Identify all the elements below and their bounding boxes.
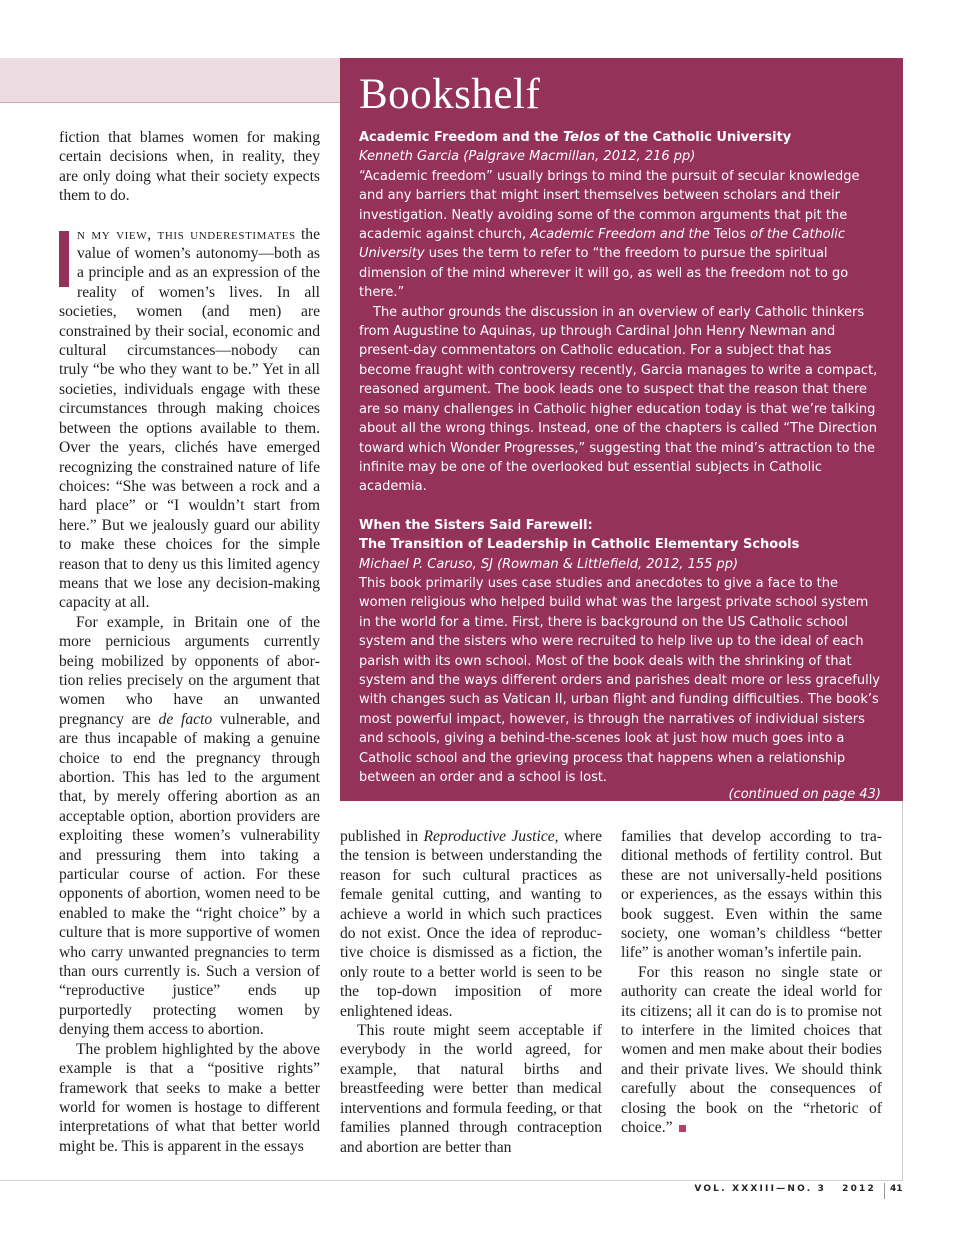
article-text: vulnerable, and are thus incapable of making a genuine choice to end the pregnancy through abortion. This has led to the argument that, by merely offering abortion as an acceptable option, abortion providers are exploiting these women’s vulnerability and pressuring them into taking a particular course of action. For these opponents of abortion, women need to be enabled to make the “right choice” by a culture that is more supportive of women who carry unwanted pregnancies to term than ours currently is. Such a version of “reproductive justice” ends up purportedly protecting women by denying them access to abortion. <box>59 710 320 1039</box>
review-paragraph: This book primarily uses case studies and anecdotes to give a face to the women religious who helped build what was the largest private school system in the world for a time. First, there is background on the US Catholic school system and the sisters who were recruited to help live up to the ideal of each parish with its own school. Most of the book deals with the shrinking of that system and the ways different orders and parishes dealt more or less gracefully with changes such as Vatican II, urban flight and funding difficulties. The book’s most powerful impact, however, is through the narratives of individual sisters and schools, giving a behind-the-scenes look at just how much goes into a Catholic school and the grieving process that happens when a relationship between an order and a school is lost. <box>359 575 881 785</box>
article-text: the value of women’s autonomy—both as a principle and as an expression of the reality of women’s lives. In all societies, women (and men) are constrained by their social, economic and cultural circumstances—nobody can truly “be who they want to be.” Yet in all societies, individuals engage with these circumstances through making choices between the options available to them. Over the years, clichés have emerged recognizing the constrained nature of life choices: “She was between a rock and a hard place” or “I wouldn’t start from here.” But we jealously guard our ability to make these choices for the simple reason that to deny us this limited agency means that we lose any decision-making capacity at all. <box>59 225 320 612</box>
article-paragraph: This route might seem acceptable if everybody in the world agreed, for example, that natural births and breastfeeding were better than medical interventions and formula feeding, or that families planned through contraception and abortion are better than <box>340 1022 602 1156</box>
article-paragraph <box>621 963 882 1138</box>
continued-note: (continued on page 43) <box>728 787 881 803</box>
review-paragraph: The author grounds the discussion in an overview of early Catholic thinkers from Augustine to Aquinas, up through Cardinal John Henry Newman and present-day commentators on Catholic education. For a subject that has become fraught with controversy recently, Garcia manages to write a compact, reasoned argument. The book leads one to suspect that the reason that there are so many challenges in Catholic higher education today is that we’re talking about all the wrong things. Instead, one of the chapters is called “The Direction toward which Wonder Progresses,” suggesting that the mind’s attraction to the infinite may be one of the overlooked but essential subjects in Catholic academia. <box>359 304 878 495</box>
review-title-part: of the Catholic University <box>600 130 792 145</box>
review-text-italic: of the Catholic University <box>359 227 846 262</box>
issue-line: VOL. XXXIII—NO. 3 2012 <box>694 1184 876 1194</box>
article-paragraph: fiction that blames women for making certain decisions when, in reality, they are only doing what their society expects them to do. <box>59 129 320 205</box>
article-paragraph <box>59 225 320 613</box>
header-band <box>0 58 340 102</box>
page-number: 41 <box>890 1184 903 1194</box>
book-title-italic: Reproductive Justice <box>423 828 555 845</box>
drop-cap <box>59 231 69 287</box>
article-paragraph <box>59 613 320 1040</box>
bookshelf-panel <box>340 58 903 801</box>
review-text-italic: Academic Freedom and the <box>530 227 710 243</box>
article-column-1 <box>59 128 320 1156</box>
article-text: , where the tension is between understanding the reason for such cultural practices as female genital cutting, and wanting to achieve a world in which such practices do not exist. Once the idea of reproductive choice is dismissed as a fiction, the only route to a better world is seen to be the top-down imposition of more enlightened ideas. <box>340 828 603 1020</box>
article-text: For example, in Britain one of the more pernicious arguments currently being mobilized by opponents of abortion relies precisely on the argument that women who have an unwanted pregnancy are <box>59 613 320 728</box>
header-rule <box>0 102 340 103</box>
review-paragraph <box>359 167 881 303</box>
footer-rule <box>0 1180 903 1181</box>
small-caps-lead: n my view, this underestimates <box>77 225 296 243</box>
review-subtitle: The Transition of Leadership in Catholic Elementary Schools <box>359 537 800 553</box>
review-title <box>359 128 881 147</box>
review-text: Telos <box>709 227 751 243</box>
review-sisters-farewell <box>359 516 881 805</box>
article-paragraph: families that develop according to traditional methods of fertility control. But these are not universally-held positions or experiences, as the essays within this book suggest. Even within the same society, one woman’s childless “better life” is another woman’s infertile pain. <box>621 828 882 962</box>
article-paragraph: The problem highlighted by the above example is that a “positive rights” framework that seeks to make a better world for women is hostage to different interpretations of what that better world might be. This is apparent in the essays <box>59 1040 320 1155</box>
article-paragraph <box>340 827 602 1021</box>
article-text-italic: de facto <box>158 710 213 728</box>
review-academic-freedom <box>359 128 881 497</box>
margin-rule <box>902 801 903 1181</box>
review-title-italic: Telos <box>562 130 601 145</box>
article-column-3 <box>621 827 882 1138</box>
review-text: “Academic freedom” usually brings to mind the pursuit of secular knowledge and any barriers that might insert themselves between scholars and their investigation. Neatly avoiding some of the common arguments that pit the academic against church, <box>359 168 860 243</box>
article-text: For this reason no single state or authority can create the ideal world for its citizens; all it can do is to promise not to interfere in the limited choices that women and men make about their bodies and their private lives. We should think carefully about the consequences of closing the book on the “rhetoric of choice.” <box>621 963 882 1137</box>
bookshelf-heading: Bookshelf <box>359 71 541 118</box>
end-of-article-mark <box>679 1125 686 1132</box>
footer-separator <box>884 1183 885 1199</box>
review-text: uses the term to refer to “the freedom to pursue the spiritual dimension of the mind wherever it will go, as well as the freedom not to go there.” <box>359 246 849 301</box>
review-title: When the Sisters Said Farewell: <box>359 517 593 533</box>
article-column-2 <box>340 827 602 1157</box>
review-author-publisher: Michael P. Caruso, SJ (Rowman & Littlefield, 2012, 155 pp) <box>359 556 739 572</box>
review-title-part: Academic Freedom and the <box>359 130 563 145</box>
review-author-publisher: Kenneth Garcia (Palgrave Macmillan, 2012, 216 pp) <box>359 149 696 165</box>
panel-bottom-divider <box>340 802 903 803</box>
article-text: published in <box>340 828 424 845</box>
